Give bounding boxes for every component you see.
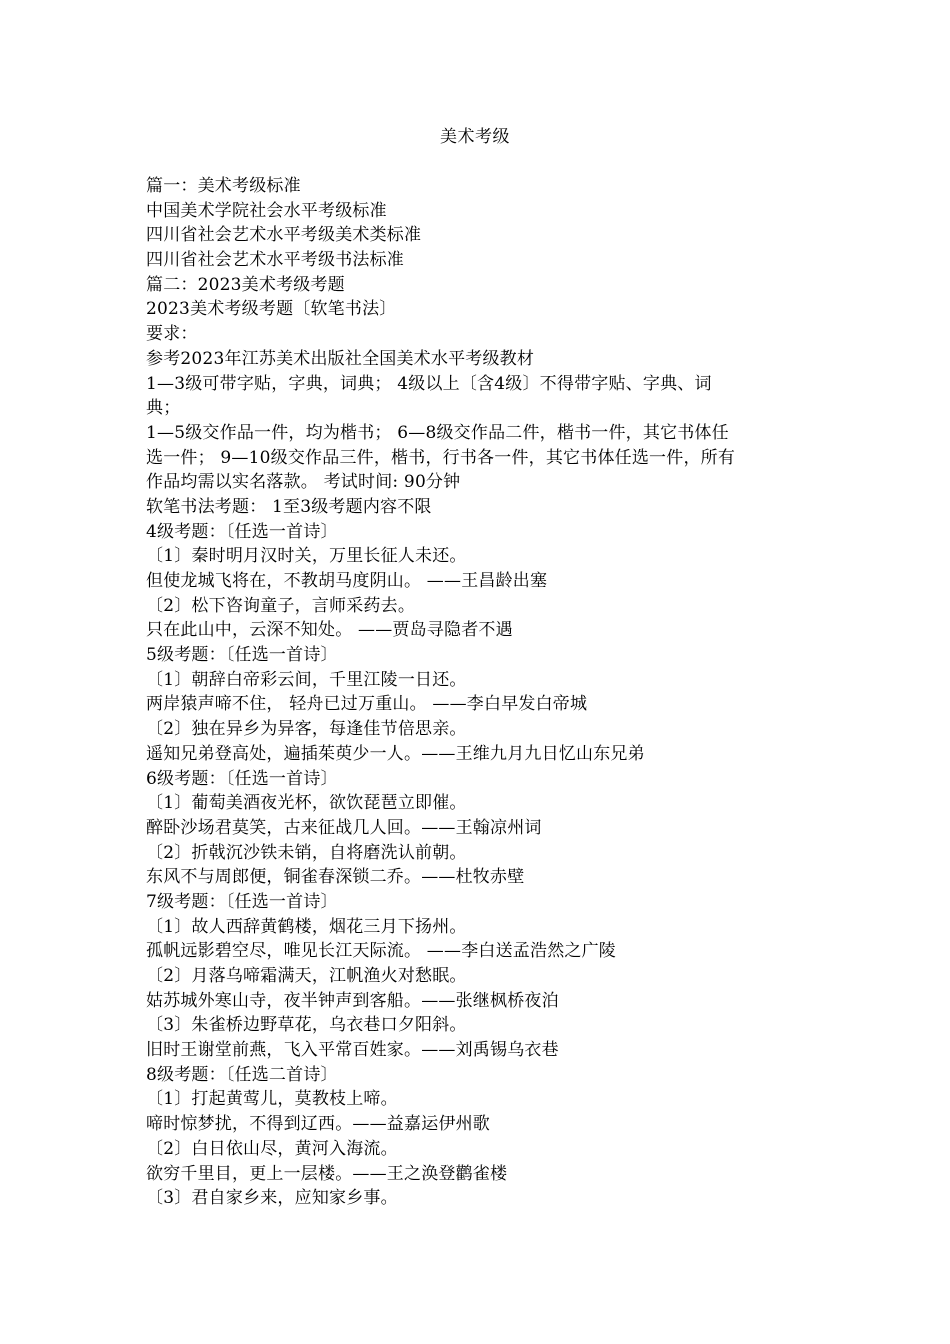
text-line: 8级考题：〔任选二首诗〕 <box>146 1064 338 1085</box>
text-line: 〔1〕打起黄莺儿，莫教枝上啼。 <box>146 1089 398 1110</box>
text-line: 作品均需以实名落款。 考试时间: 90分钟 <box>146 472 461 493</box>
text-line: 参考2023年江苏美术出版社全国美术水平考级教材 <box>146 348 535 369</box>
text-line: 只在此山中，云深不知处。 ——贾岛寻隐者不遇 <box>146 620 513 641</box>
text-line: 〔1〕朝辞白帝彩云间，千里江陵一日还。 <box>146 669 467 690</box>
text-line: 欲穷千里目，更上一层楼。——王之涣登鹳雀楼 <box>146 1163 508 1184</box>
text-line: 旧时王谢堂前燕，飞入平常百姓家。——刘禹锡乌衣巷 <box>146 1040 559 1061</box>
text-line: 两岸猿声啼不住， 轻舟已过万重山。 ——李白早发白帝城 <box>146 694 588 715</box>
text-line: 〔1〕秦时明月汉时关，万里长征人未还。 <box>146 546 467 567</box>
text-line: 〔2〕月落乌啼霜满天，江帆渔火对愁眠。 <box>146 966 467 986</box>
text-line: 软笔书法考题： 1至3级考题内容不限 <box>146 496 432 517</box>
text-line: 4级考题：〔任选一首诗〕 <box>146 521 338 542</box>
text-line: 〔2〕折戟沉沙铁未销，自将磨洗认前朝。 <box>146 842 467 863</box>
text-line: 篇一：美术考级标准 <box>146 176 301 196</box>
text-line: 〔2〕白日依山尽，黄河入海流。 <box>146 1138 398 1159</box>
text-line: 篇二：2023美术考级考题 <box>146 274 345 295</box>
text-line: 醉卧沙场君莫笑，古来征战几人回。——王翰凉州词 <box>146 817 542 838</box>
text-line: 1—3级可带字贴，字典，词典； 4级以上〔含4级〕不得带字贴、字典、词 <box>146 373 712 394</box>
text-line: 6级考题：〔任选一首诗〕 <box>146 768 338 789</box>
text-line: 啼时惊梦扰，不得到辽西。——益嘉运伊州歌 <box>146 1114 490 1135</box>
text-line: 姑苏城外寒山寺，夜半钟声到客船。——张继枫桥夜泊 <box>146 990 559 1011</box>
text-line: 遥知兄弟登高处，遍插茱萸少一人。——王维九月九日忆山东兄弟 <box>146 743 645 764</box>
text-line: 孤帆远影碧空尽，唯见长江天际流。 ——李白送孟浩然之广陵 <box>146 941 617 962</box>
document-body <box>146 174 806 1211</box>
text-line: 选一件； 9—10级交作品三件，楷书，行书各一件，其它书体任选一件，所有 <box>146 447 736 468</box>
text-line: 〔2〕松下咨询童子，言师采药去。 <box>146 595 416 616</box>
text-line: 要求： <box>146 324 198 345</box>
text-line: 东风不与周郎便，铜雀春深锁二乔。——杜牧赤壁 <box>146 867 525 888</box>
text-line: 典； <box>146 398 181 419</box>
text-line: 2023美术考级考题〔软笔书法〕 <box>146 299 397 320</box>
text-line: 1—5级交作品一件，均为楷书； 6—8级交作品二件，楷书一件，其它书体任 <box>146 422 729 443</box>
text-line: 〔1〕葡萄美酒夜光杯，欲饮琵琶立即催。 <box>146 793 467 814</box>
text-line: 中国美术学院社会水平考级标准 <box>146 200 387 221</box>
text-line: 5级考题：〔任选一首诗〕 <box>146 645 338 666</box>
text-line: 〔2〕独在异乡为异客，每逢佳节倍思亲。 <box>146 719 467 740</box>
text-line: 但使龙城飞将在，不教胡马度阴山。 ——王昌龄出塞 <box>146 571 548 591</box>
text-line: 四川省社会艺术水平考级美术类标准 <box>146 225 422 246</box>
text-line: 四川省社会艺术水平考级书法标准 <box>146 250 404 271</box>
text-line: 〔1〕故人西辞黄鹤楼，烟花三月下扬州。 <box>146 916 467 937</box>
document-title: 美术考级 <box>440 127 510 147</box>
text-line: 〔3〕朱雀桥边野草花，乌衣巷口夕阳斜。 <box>146 1015 467 1036</box>
text-line: 7级考题：〔任选一首诗〕 <box>146 891 338 912</box>
text-line: 〔3〕君自家乡来，应知家乡事。 <box>146 1188 398 1209</box>
